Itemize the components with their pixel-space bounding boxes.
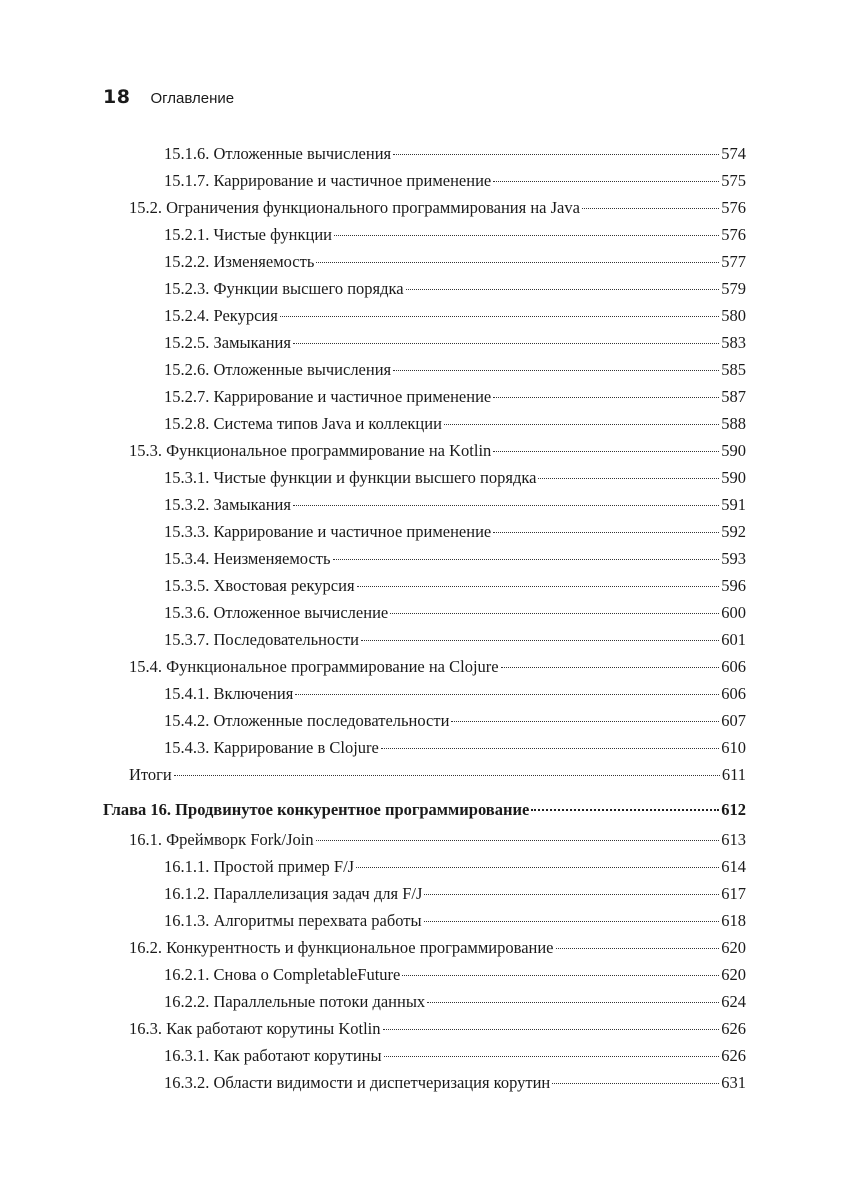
toc-entry-page: 585 — [721, 360, 746, 379]
toc-entry-page: 588 — [721, 414, 746, 433]
toc-entry — [164, 1069, 746, 1096]
toc-entry — [164, 464, 746, 491]
toc-entry — [164, 545, 746, 572]
toc-entry-page: 620 — [721, 965, 746, 984]
toc-entry-title: 15.2.6. Отложенные вычисления — [164, 360, 392, 379]
toc-entry-page: 626 — [721, 1046, 746, 1065]
toc-entry-page: 617 — [721, 884, 746, 903]
toc-entry-title: 15.4.3. Каррирование в Clojure — [164, 738, 379, 757]
toc-entry-title: 16.1.3. Алгоритмы перехвата работы — [164, 911, 422, 930]
toc-entry-page: 606 — [721, 684, 746, 703]
toc-leader-dots — [316, 839, 720, 841]
toc-entry — [164, 734, 746, 761]
toc-leader-dots — [424, 920, 720, 922]
toc-entry-title: 15.3.7. Последовательности — [164, 630, 360, 649]
toc-entry-title: 16.3.1. Как работают корутины — [164, 1046, 382, 1065]
toc-leader-dots — [501, 666, 720, 668]
toc-leader-dots — [293, 342, 719, 344]
toc-entry — [164, 599, 746, 626]
toc-entry — [164, 961, 746, 988]
toc-entry-title: 15.1.6. Отложенные вычисления — [164, 144, 392, 163]
toc-entry-title: 15.2.5. Замыкания — [164, 333, 291, 352]
toc-entry-title: 15.4. Функциональное программирование на Clojure — [129, 657, 499, 676]
toc-entry-title: 15.2. Ограничения функционального программирования на Java — [129, 198, 580, 217]
toc-entry — [129, 437, 746, 464]
toc-entry-page: 610 — [721, 738, 746, 757]
toc-entry-title: 15.2.8. Система типов Java и коллекции — [164, 414, 442, 433]
toc-entry-page: 575 — [721, 171, 746, 190]
toc-leader-dots — [334, 234, 719, 236]
toc-leader-dots — [384, 1055, 720, 1057]
toc-chapter — [103, 796, 746, 823]
toc-entry-page: 583 — [721, 333, 746, 352]
toc-entry-page: 612 — [721, 800, 746, 819]
toc-entry-title: Итоги — [129, 765, 172, 784]
toc-leader-dots — [582, 207, 719, 209]
toc-entry-page: 620 — [721, 938, 746, 957]
toc-leader-dots — [451, 720, 719, 722]
toc-entry — [129, 761, 746, 788]
toc-entry-title: 16.1.2. Параллелизация задач для F/J — [164, 884, 423, 903]
toc-leader-dots — [295, 693, 719, 695]
toc-entry-title: 15.3.2. Замыкания — [164, 495, 291, 514]
toc-entry-title: 15.1.7. Каррирование и частичное применение — [164, 171, 492, 190]
toc-entry — [129, 826, 746, 853]
toc-entry-title: 15.3.4. Неизменяемость — [164, 549, 331, 568]
toc-entry-page: 592 — [721, 522, 746, 541]
toc-entry — [164, 1042, 746, 1069]
toc-entry-page: 614 — [721, 857, 746, 876]
toc-leader-dots — [390, 612, 719, 614]
toc-entry-title: 15.2.7. Каррирование и частичное применение — [164, 387, 492, 406]
toc-entry-title: 15.2.2. Изменяемость — [164, 252, 315, 271]
toc-leader-dots — [556, 947, 720, 949]
toc-entry-title: 15.3.5. Хвостовая рекурсия — [164, 576, 355, 595]
toc-entry-title: 16.3. Как работают корутины Kotlin — [129, 1019, 381, 1038]
toc-entry — [164, 221, 746, 248]
toc-entry-title: 16.2. Конкурентность и функциональное программирование — [129, 938, 554, 957]
toc-entry-title: 15.2.1. Чистые функции — [164, 225, 332, 244]
toc-entry-title: 16.2.1. Снова о CompletableFuture — [164, 965, 401, 984]
toc-entry — [164, 356, 746, 383]
toc-entry-page: 593 — [721, 549, 746, 568]
toc-entry — [164, 491, 746, 518]
toc-entry-page: 590 — [721, 441, 746, 460]
toc-entry — [129, 1015, 746, 1042]
toc-entry — [164, 518, 746, 545]
toc-leader-dots — [493, 396, 719, 398]
toc-leader-dots — [280, 315, 719, 317]
toc-entry — [164, 907, 746, 934]
toc-leader-dots — [493, 180, 719, 182]
toc-entry-page: 613 — [721, 830, 746, 849]
toc-leader-dots — [316, 261, 719, 263]
toc-leader-dots — [393, 153, 719, 155]
toc-entry-page: 626 — [721, 1019, 746, 1038]
toc-leader-dots — [174, 774, 720, 776]
toc-entry — [164, 302, 746, 329]
toc-entry-title: 15.3.1. Чистые функции и функции высшего порядка — [164, 468, 537, 487]
toc-leader-dots — [424, 893, 719, 895]
toc-entry-page: 576 — [721, 225, 746, 244]
toc-entry-title: 16.1. Фреймворк Fork/Join — [129, 830, 314, 849]
toc-leader-dots — [538, 477, 719, 479]
toc-entry — [129, 934, 746, 961]
toc-entry-page: 607 — [721, 711, 746, 730]
toc-leader-dots — [361, 639, 719, 641]
toc-leader-dots — [402, 974, 719, 976]
toc-entry-page: 577 — [721, 252, 746, 271]
toc-leader-dots — [531, 808, 719, 811]
toc-leader-dots — [393, 369, 719, 371]
toc-entry — [164, 383, 746, 410]
toc-leader-dots — [381, 747, 719, 749]
toc-entry-page: 631 — [721, 1073, 746, 1092]
page-number: 18 — [103, 86, 131, 108]
toc-entry — [164, 248, 746, 275]
toc-entry-title: 16.1.1. Простой пример F/J — [164, 857, 355, 876]
toc-entry — [164, 988, 746, 1015]
running-title: Оглавление — [150, 90, 235, 107]
toc-entry — [164, 707, 746, 734]
toc-entry-page: 601 — [721, 630, 746, 649]
toc-entry-title: 15.3. Функциональное программирование на Kotlin — [129, 441, 492, 460]
toc-leader-dots — [493, 450, 719, 452]
page-header — [103, 86, 234, 108]
toc-entry-title: 16.3.2. Области видимости и диспетчеризация корутин — [164, 1073, 551, 1092]
toc-leader-dots — [552, 1082, 719, 1084]
toc-entry-title: 15.3.6. Отложенное вычисление — [164, 603, 389, 622]
toc-leader-dots — [493, 531, 719, 533]
toc-entry — [164, 410, 746, 437]
toc-entry — [164, 626, 746, 653]
toc-entry — [164, 880, 746, 907]
toc-entry-title: 15.4.1. Включения — [164, 684, 294, 703]
toc-entry-page: 576 — [721, 198, 746, 217]
toc-leader-dots — [383, 1028, 720, 1030]
toc-leader-dots — [333, 558, 720, 560]
toc-entry-title: 15.3.3. Каррирование и частичное применение — [164, 522, 492, 541]
toc-entry-page: 591 — [721, 495, 746, 514]
toc-leader-dots — [427, 1001, 719, 1003]
toc-entry-page: 600 — [721, 603, 746, 622]
toc-leader-dots — [356, 866, 719, 868]
toc-entry-page: 596 — [721, 576, 746, 595]
toc-entry-page: 579 — [721, 279, 746, 298]
toc-entry-page: 590 — [721, 468, 746, 487]
toc-entry-page: 611 — [721, 765, 746, 784]
toc-entry — [164, 140, 746, 167]
toc-entry-page: 618 — [721, 911, 746, 930]
toc-leader-dots — [357, 585, 720, 587]
toc-entry — [164, 680, 746, 707]
toc-entry-page: 580 — [721, 306, 746, 325]
toc-entry-title: Глава 16. Продвинутое конкурентное программирование — [103, 800, 530, 819]
toc-entry-page: 624 — [721, 992, 746, 1011]
toc-entry-page: 606 — [721, 657, 746, 676]
toc-leader-dots — [444, 423, 719, 425]
toc-entry — [129, 653, 746, 680]
toc-entry — [164, 167, 746, 194]
toc-entry-page: 587 — [721, 387, 746, 406]
toc-entry-title: 15.2.3. Функции высшего порядка — [164, 279, 404, 298]
toc-entry — [164, 572, 746, 599]
toc-entry-title: 15.4.2. Отложенные последовательности — [164, 711, 450, 730]
toc-entry — [129, 194, 746, 221]
toc-leader-dots — [293, 504, 719, 506]
toc-entry-title: 16.2.2. Параллельные потоки данных — [164, 992, 426, 1011]
toc-entry — [164, 275, 746, 302]
toc-entry — [164, 853, 746, 880]
toc-entry — [164, 329, 746, 356]
toc-entry-page: 574 — [721, 144, 746, 163]
toc-entry-title: 15.2.4. Рекурсия — [164, 306, 278, 325]
toc-leader-dots — [406, 288, 720, 290]
